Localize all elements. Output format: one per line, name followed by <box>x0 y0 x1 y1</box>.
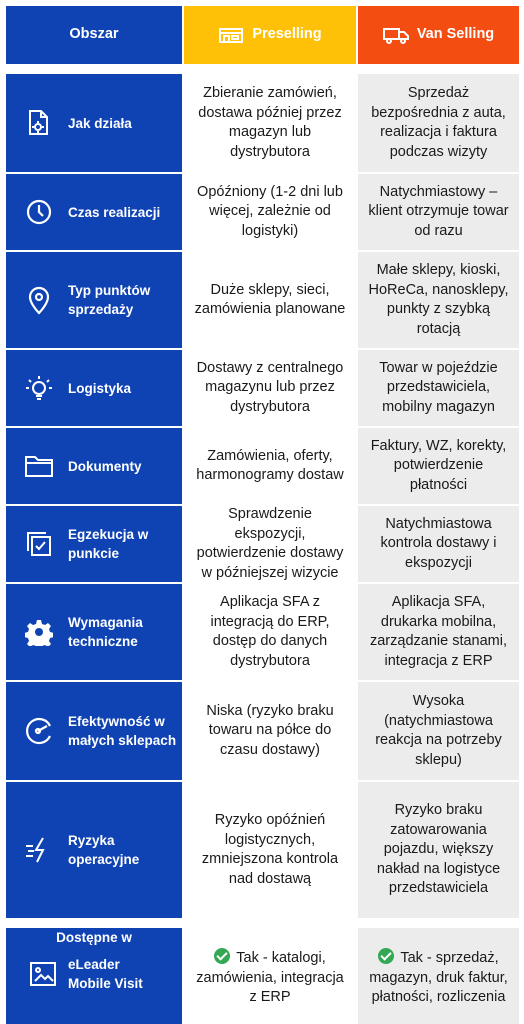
row-label-typ-punktow: Typ punktów sprzedaży <box>6 252 182 348</box>
van-selling-logistyka: Towar w pojeździe przedstawiciela, mobilny magazyn <box>358 350 519 426</box>
preselling-typ-punktow: Duże sklepy, sieci, zamówienia planowane <box>184 252 356 348</box>
header-van-selling-label: Van Selling <box>416 26 495 43</box>
preselling-logistyka: Dostawy z centralnego magazynu lub przez dystrybutora <box>184 350 356 426</box>
van-selling-ryzyka: Ryzyko braku zatowarowania pojazdu, większy nakład na logistyce przedstawiciela <box>358 782 519 918</box>
van-selling-dostepne: Tak - sprzedaż, magazyn, druk faktur, płatności, rozliczenia <box>358 928 519 1024</box>
preselling-egzekucja: Sprawdzenie ekspozycji, potwierdzenie dostawy w późniejszej wizycie <box>184 506 356 582</box>
header-preselling-label: Preselling <box>252 26 322 43</box>
row-label-jak-dziala: Jak działa <box>6 74 182 172</box>
row-label-egzekucja: Egzekucja w punkcie <box>6 506 182 582</box>
header-area <box>6 6 182 64</box>
row-label-efektywnosc: Efektywność w małych sklepach <box>6 682 182 780</box>
checklist-icon <box>24 529 54 559</box>
check-circle-icon <box>214 948 230 964</box>
lightning-icon <box>24 835 54 865</box>
row-label-logistyka: Logistyka <box>6 350 182 426</box>
preselling-dostepne: Tak - katalogi, zamówienia, integracja z ERP <box>184 928 356 1024</box>
document-gear-icon <box>24 108 54 138</box>
van-selling-jak-dziala: Sprzedaż bezpośrednia z auta, realizacja i faktura podczas wizyty <box>358 74 519 172</box>
van-selling-typ-punktow: Małe sklepy, kioski, HoReCa, nanosklepy, punkty z szybką rotacją <box>358 252 519 348</box>
preselling-jak-dziala: Zbieranie zamówień, dostawa później przez magazyn lub dystrybutora <box>184 74 356 172</box>
header-area-label: Obszar <box>69 26 119 43</box>
comparison-table <box>6 6 519 1024</box>
gear-icon <box>24 617 54 647</box>
check-circle-icon <box>378 948 394 964</box>
van-selling-wymagania: Aplikacja SFA, drukarka mobilna, zarządzanie stanami, integracja z ERP <box>358 584 519 680</box>
preselling-ryzyka: Ryzyko opóźnień logistycznych, zmniejszona kontrola nad dostawą <box>184 782 356 918</box>
van-selling-czas-realizacji: Natychmiastowy – klient otrzymuje towar od razu <box>358 174 519 250</box>
row-label-czas-realizacji: Czas realizacji <box>6 174 182 250</box>
lightbulb-icon <box>24 373 54 403</box>
eleader-label: eLeader Mobile Visit <box>68 957 143 991</box>
location-pin-icon <box>24 285 54 315</box>
row-label-dokumenty: Dokumenty <box>6 428 182 504</box>
van-selling-egzekucja: Natychmiastowa kontrola dostawy i ekspozycji <box>358 506 519 582</box>
row-label-wymagania: Wymagania techniczne <box>6 584 182 680</box>
row-label-ryzyka: Ryzyka operacyjne <box>6 782 182 918</box>
dostepne-label: Dostępne w <box>56 930 132 945</box>
row-label-dostepne <box>6 928 182 1024</box>
preselling-efektywnosc: Niska (ryzyko braku towaru na półce do czasu dostawy) <box>184 682 356 780</box>
preselling-wymagania: Aplikacja SFA z integracją do ERP, dostęp do danych dystrybutora <box>184 584 356 680</box>
header-preselling <box>184 6 356 64</box>
van-selling-dokumenty: Faktury, WZ, korekty, potwierdzenie płatności <box>358 428 519 504</box>
header-van-selling <box>358 6 519 64</box>
preselling-dokumenty: Zamówienia, oferty, harmonogramy dostaw <box>184 428 356 504</box>
app-screen-icon <box>28 959 58 989</box>
van-selling-efektywnosc: Wysoka (natychmiastowa reakcja na potrzeby sklepu) <box>358 682 519 780</box>
speed-gauge-icon <box>24 716 54 746</box>
folder-icon <box>24 451 54 481</box>
clock-icon <box>24 197 54 227</box>
storefront-icon <box>218 26 244 44</box>
truck-icon <box>383 26 409 44</box>
preselling-czas-realizacji: Opóźniony (1-2 dni lub więcej, zależnie od logistyki) <box>184 174 356 250</box>
